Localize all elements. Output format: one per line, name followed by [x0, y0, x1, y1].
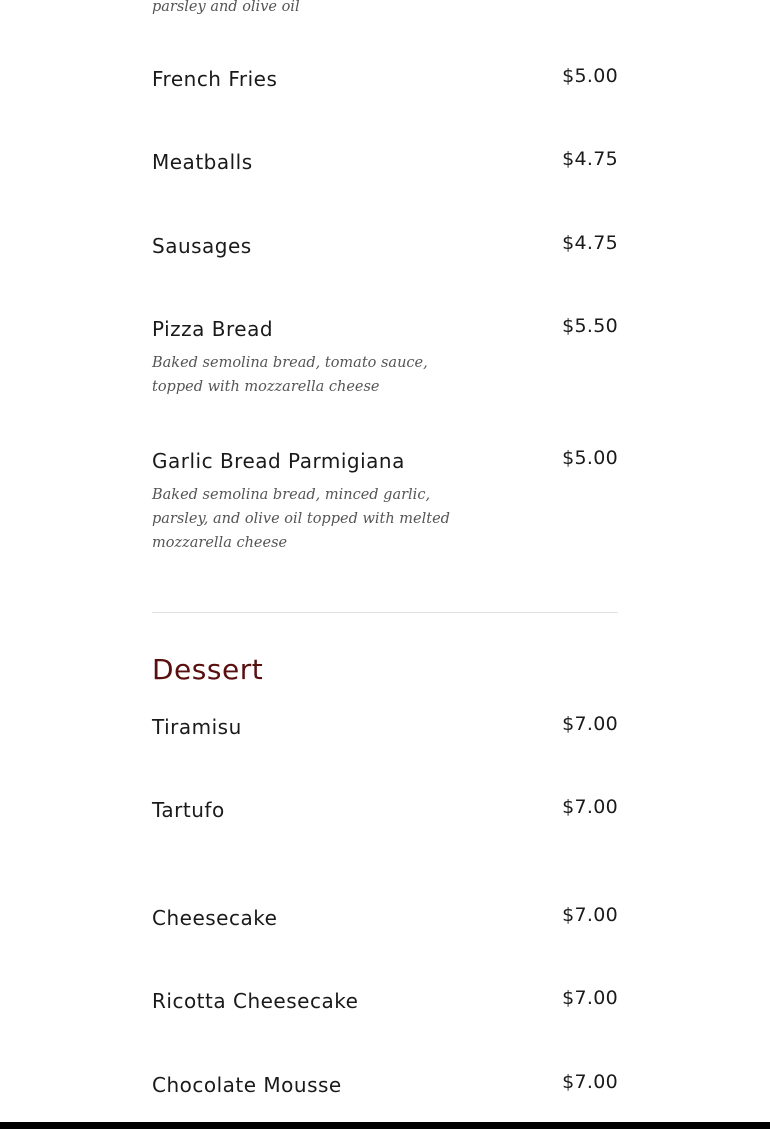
menu-item-price: $7.00	[562, 713, 618, 735]
section-divider	[152, 612, 618, 613]
menu-item-price: $5.00	[562, 65, 618, 87]
menu-item-name: Ricotta Cheesecake	[152, 989, 359, 1013]
menu-item-price: $7.00	[562, 987, 618, 1009]
menu-item-description: parsley and olive oil	[152, 0, 300, 15]
menu-item-name: Garlic Bread Parmigiana	[152, 449, 405, 473]
menu-item-name: Chocolate Mousse	[152, 1073, 342, 1097]
menu-item-description: Baked semolina bread, minced garlic, parsley, and olive oil topped with melted mozzarella cheese	[152, 487, 450, 551]
menu-item-name: Cheesecake	[152, 906, 278, 930]
menu-item-name: Meatballs	[152, 150, 253, 174]
menu-item-description: Baked semolina bread, tomato sauce, topped with mozzarella cheese	[152, 355, 428, 395]
menu-item-price: $7.00	[562, 1071, 618, 1093]
menu-item-price: $7.00	[562, 904, 618, 926]
menu-item-price: $5.50	[562, 315, 618, 337]
menu-item-price: $4.75	[562, 148, 618, 170]
menu-item-price: $7.00	[562, 796, 618, 818]
bottom-bar	[0, 1122, 770, 1129]
menu-item-price: $4.75	[562, 232, 618, 254]
section-title-dessert: Dessert	[152, 653, 264, 686]
menu-item-name: French Fries	[152, 67, 278, 91]
menu-item-price: $5.00	[562, 447, 618, 469]
menu-item-name: Pizza Bread	[152, 317, 274, 341]
menu-item-name: Tiramisu	[152, 715, 242, 739]
menu-item-name: Sausages	[152, 234, 252, 258]
menu-item-name: Tartufo	[152, 798, 225, 822]
